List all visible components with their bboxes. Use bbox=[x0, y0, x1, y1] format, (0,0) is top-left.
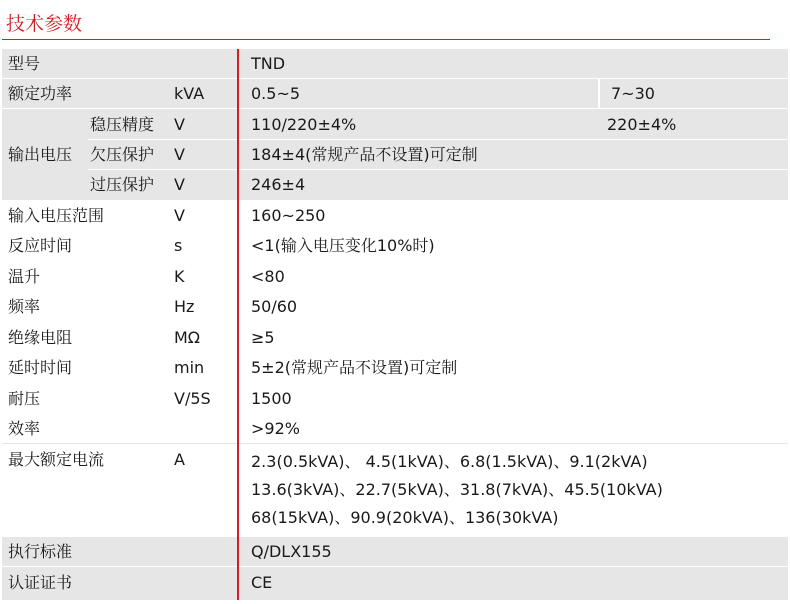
model-value: TND bbox=[251, 54, 286, 73]
delay-time-label: 延时时间 bbox=[8, 358, 73, 377]
response-time-label: 反应时间 bbox=[8, 236, 73, 255]
output-voltage-label: 输出电压 bbox=[8, 145, 73, 164]
response-time-unit: s bbox=[174, 236, 183, 255]
temp-rise-label: 温升 bbox=[8, 267, 41, 286]
max-current-label: 最大额定电流 bbox=[8, 450, 105, 469]
frequency-label: 频率 bbox=[8, 297, 41, 316]
undervoltage-value: 184±4(常规产品不设置)可定制 bbox=[251, 145, 478, 164]
withstand-value: 1500 bbox=[251, 389, 292, 408]
efficiency-label: 效率 bbox=[8, 419, 41, 438]
divider bbox=[88, 139, 788, 140]
power-label: 额定功率 bbox=[8, 84, 73, 103]
max-current-line-2: 13.6(3kVA)、22.7(5kVA)、31.8(7kVA)、45.5(10kVA) bbox=[251, 480, 663, 499]
efficiency-value: >92% bbox=[251, 419, 300, 438]
standard-label: 执行标准 bbox=[8, 542, 73, 561]
power-value-2: 7~30 bbox=[611, 84, 655, 103]
temp-rise-value: <80 bbox=[251, 267, 285, 286]
cert-label: 认证证书 bbox=[8, 573, 73, 592]
overvoltage-unit: V bbox=[174, 175, 185, 194]
cert-value: CE bbox=[251, 573, 273, 592]
divider bbox=[88, 169, 788, 170]
model-label: 型号 bbox=[8, 54, 41, 73]
max-current-line-3: 68(15kVA)、90.9(20kVA)、136(30kVA) bbox=[251, 508, 559, 527]
power-unit: kVA bbox=[174, 84, 205, 103]
frequency-value: 50/60 bbox=[251, 297, 298, 316]
divider bbox=[2, 443, 788, 444]
undervoltage-label: 欠压保护 bbox=[90, 145, 155, 164]
withstand-unit: V/5S bbox=[174, 389, 211, 408]
title-underline bbox=[2, 39, 770, 40]
input-range-unit: V bbox=[174, 206, 185, 225]
response-time-value: <1(输入电压变化10%时) bbox=[251, 236, 435, 255]
column-divider-red bbox=[237, 49, 239, 600]
power-value-1: 0.5~5 bbox=[251, 84, 301, 103]
stability-label: 稳压精度 bbox=[90, 115, 155, 134]
delay-time-unit: min bbox=[174, 358, 205, 377]
frequency-unit: Hz bbox=[174, 297, 195, 316]
insulation-unit: MΩ bbox=[174, 328, 201, 347]
max-current-line-1: 2.3(0.5kVA)、 4.5(1kVA)、6.8(1.5kVA)、9.1(2kVA) bbox=[251, 452, 648, 471]
power-column-divider bbox=[598, 79, 600, 108]
row-cert bbox=[2, 567, 788, 600]
row-standard bbox=[2, 537, 788, 566]
insulation-value: ≥5 bbox=[251, 328, 275, 347]
input-range-label: 输入电压范围 bbox=[8, 206, 105, 225]
undervoltage-unit: V bbox=[174, 145, 185, 164]
stability-value-1: 110/220±4% bbox=[251, 115, 357, 134]
row-model bbox=[2, 49, 788, 78]
overvoltage-value: 246±4 bbox=[251, 175, 306, 194]
delay-time-value: 5±2(常规产品不设置)可定制 bbox=[251, 358, 458, 377]
stability-unit: V bbox=[174, 115, 185, 134]
input-range-value: 160~250 bbox=[251, 206, 326, 225]
max-current-unit: A bbox=[174, 450, 185, 469]
stability-value-2: 220±4% bbox=[607, 115, 677, 134]
temp-rise-unit: K bbox=[174, 267, 185, 286]
section-title: 技术参数 bbox=[6, 13, 83, 35]
row-power bbox=[2, 79, 788, 108]
withstand-label: 耐压 bbox=[8, 389, 41, 408]
overvoltage-label: 过压保护 bbox=[90, 175, 155, 194]
insulation-label: 绝缘电阻 bbox=[8, 328, 73, 347]
standard-value: Q/DLX155 bbox=[251, 542, 332, 561]
